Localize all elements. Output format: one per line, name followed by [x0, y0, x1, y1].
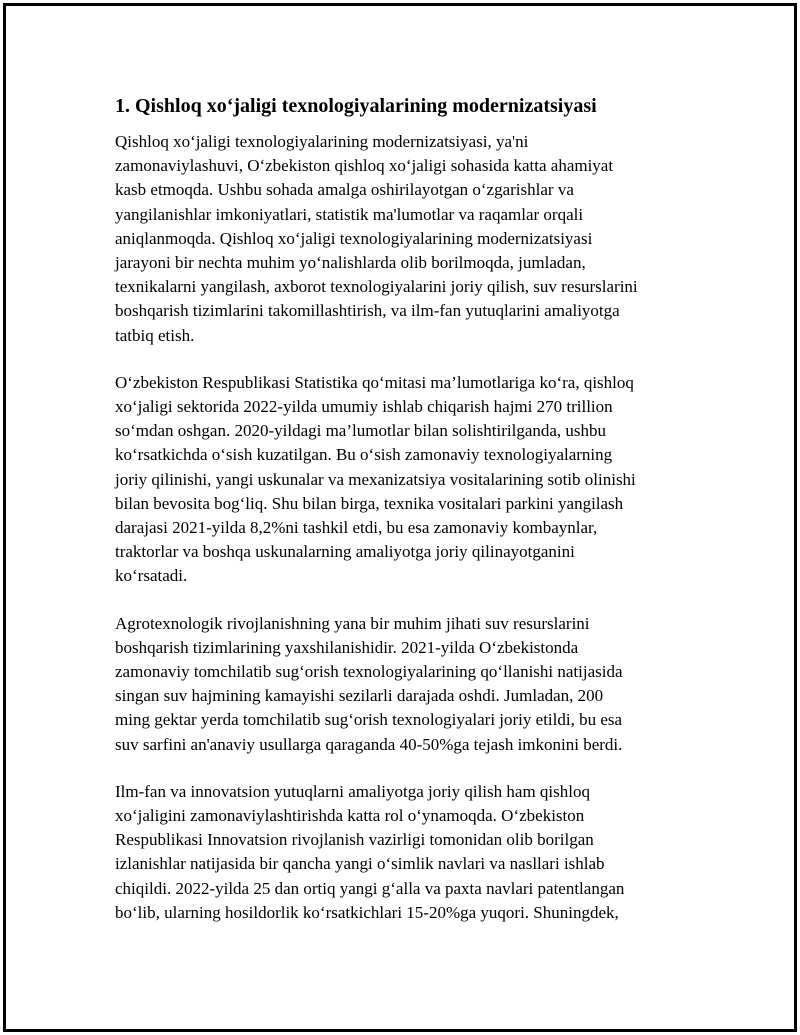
paragraph: [115, 371, 675, 589]
text-line: ko‘rsatadi.: [115, 566, 188, 586]
text-line: O‘zbekiston Respublikasi Statistika qo‘mitasi ma’lumotlariga ko‘ra, qishloq: [115, 372, 634, 392]
text-line: boshqarish tizimlarining yaxshilanishidir. 2021-yilda O‘zbekistonda: [115, 637, 579, 657]
text-line: texnikalarni yangilash, axborot texnologiyalarini joriy qilish, suv resurslarini: [115, 277, 638, 297]
paragraph: [115, 780, 675, 925]
text-line: yangilanishlar imkoniyatlari, statistik ma'lumotlar va raqamlar orqali: [115, 204, 584, 224]
text-line: Ilm-fan va innovatsion yutuqlarni amaliyotga joriy qilish ham qishloq: [115, 781, 590, 801]
text-line: singan suv hajmining kamayishi sezilarli darajada oshdi. Jumladan, 200: [115, 686, 604, 706]
text-line: Qishloq xo‘jaligi texnologiyalarining modernizatsiyasi, ya'ni: [115, 132, 529, 151]
text-line: izlanishlar natijasida bir qancha yangi o‘simlik navlari va nasllari ishlab: [115, 854, 605, 874]
text-line: bilan bevosita bog‘liq. Shu bilan birga, texnika vositalari parkini yangilash: [115, 493, 624, 513]
text-line: xo‘jaligi sektorida 2022-yilda umumiy ishlab chiqarish hajmi 270 trillion: [115, 397, 613, 417]
text-line: tatbiq etish.: [115, 325, 195, 345]
text-line: kasb etmoqda. Ushbu sohada amalga oshirilayotgan o‘zgarishlar va: [115, 180, 574, 200]
text-line: chiqildi. 2022-yilda 25 dan ortiq yangi g‘alla va paxta navlari patentlangan: [115, 878, 625, 898]
paragraphs-container: [115, 130, 675, 925]
text-line: bo‘lib, ularning hosildorlik ko‘rsatkichlari 15-20%ga yuqori. Shuningdek,: [115, 902, 619, 922]
paragraph: [115, 612, 675, 757]
text-line: darajasi 2021-yilda 8,2%ni tashkil etdi, bu esa zamonaviy kombaynlar,: [115, 518, 598, 538]
text-line: aniqlanmoqda. Qishloq xo‘jaligi texnologiyalarining modernizatsiyasi: [115, 228, 593, 248]
document-body: [115, 92, 675, 948]
text-line: boshqarish tizimlarini takomillashtirish, va ilm-fan yutuqlarini amaliyotga: [115, 301, 620, 321]
text-line: ming gektar yerda tomchilatib sug‘orish texnologiyalari joriy etildi, bu esa: [115, 710, 623, 730]
text-line: ko‘rsatkichda o‘sish kuzatilgan. Bu o‘sish zamonaviy texnologiyalarning: [115, 445, 613, 465]
text-line: so‘mdan oshgan. 2020-yildagi ma’lumotlar bilan solishtirilganda, ushbu: [115, 421, 607, 441]
text-line: jarayoni bir nechta muhim yo‘nalishlarda olib borilmoqda, jumladan,: [115, 253, 586, 273]
text-line: suv sarfini an'anaviy usullarga qaraganda 40-50%ga tejash imkonini berdi.: [115, 734, 623, 754]
text-line: Agrotexnologik rivojlanishning yana bir muhim jihati suv resurslarini: [115, 613, 590, 633]
text-line: zamonaviy tomchilatib sug‘orish texnologiyalarining qo‘llanishi natijasida: [115, 662, 623, 682]
text-line: xo‘jaligini zamonaviylashtirishda katta rol o‘ynamoqda. O‘zbekiston: [115, 806, 585, 826]
text-line: zamonaviylashuvi, O‘zbekiston qishloq xo‘jaligi sohasida katta ahamiyat: [115, 156, 614, 176]
text-line: traktorlar va boshqa uskunalarning amaliyotga joriy qilinayotganini: [115, 542, 575, 562]
section-heading: 1. Qishloq xo‘jaligi texnologiyalarining modernizatsiyasi: [115, 95, 597, 117]
paragraph: [115, 130, 675, 348]
text-line: Respublikasi Innovatsion rivojlanish vazirligi tomonidan olib borilgan: [115, 830, 594, 850]
text-line: joriy qilinishi, yangi uskunalar va mexanizatsiya vositalarining sotib olinishi: [115, 469, 636, 489]
